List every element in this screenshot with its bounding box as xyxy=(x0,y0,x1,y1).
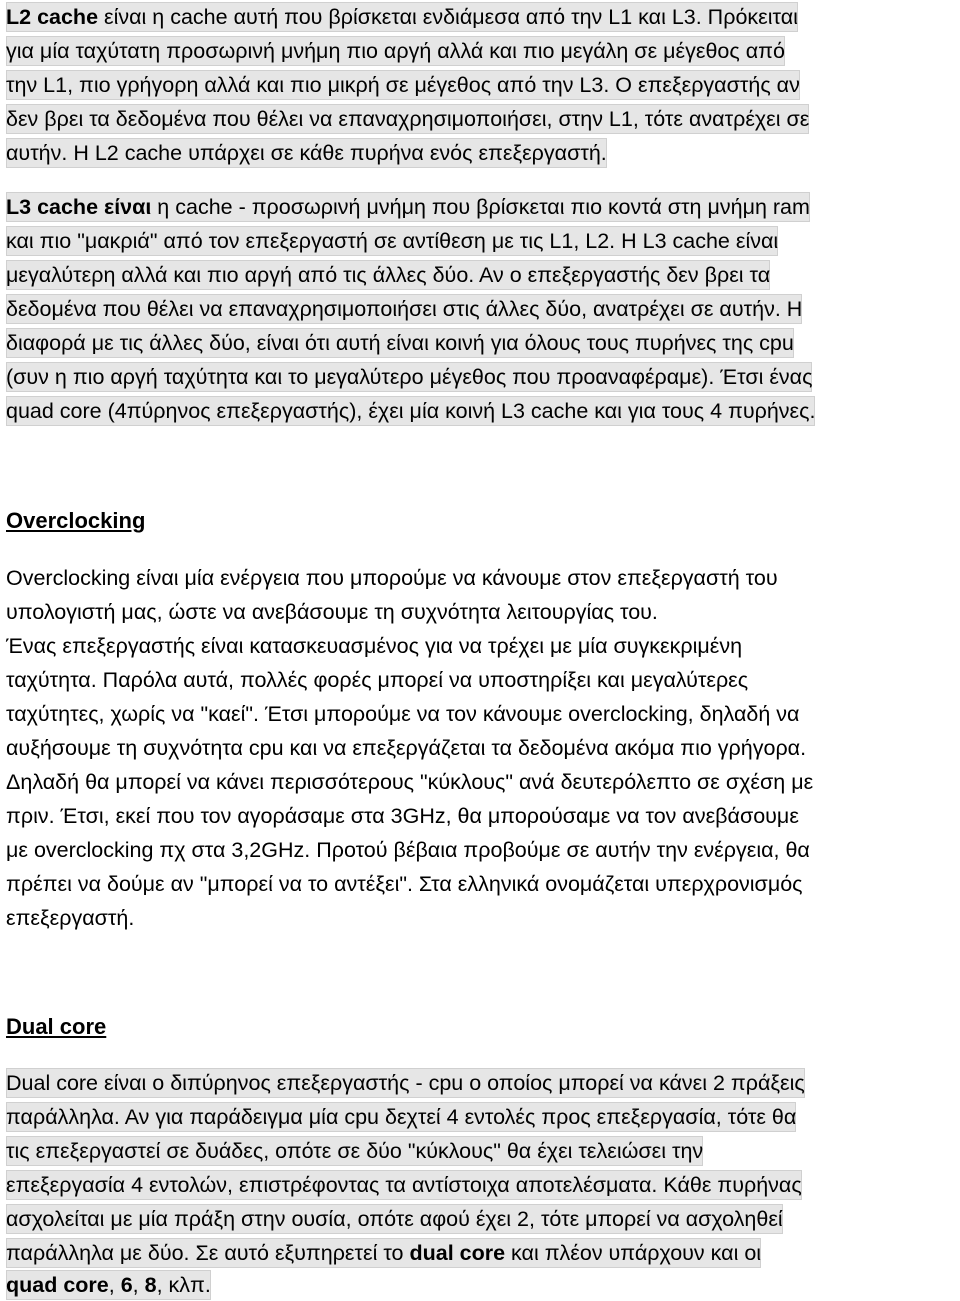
text-line: ταχύτητα. Παρόλα αυτά, πολλές φορές μπορεί να υποστηρίξει και μεγαλύτερες xyxy=(6,668,749,692)
separator: , xyxy=(132,1273,145,1297)
text-line: Dual core είναι ο διπύρηνος επεξεργαστής - cpu ο οποίος μπορεί να κάνει 2 πράξεις xyxy=(6,1068,805,1098)
text-line: επεξεργαστή. xyxy=(6,906,135,930)
term-quad-core: quad core xyxy=(6,1273,109,1297)
term-6: 6 xyxy=(120,1273,133,1297)
line-text: , κλπ. xyxy=(156,1273,211,1297)
text-line: και πιο "μακριά" από τον επεξεργαστή σε αντίθεση με τις L1, L2. Η L3 cache είναι xyxy=(6,226,778,256)
text-line: Overclocking είναι μία ενέργεια που μπορούμε να κάνουμε στον επεξεργαστή του xyxy=(6,566,778,590)
line-text: η cache - προσωρινή μνήμη που βρίσκεται πιο κοντά στη μνήμη ram xyxy=(151,195,810,219)
text-line: για μία ταχύτατη προσωρινή μνήμη πιο αργή αλλά και πιο μεγάλη σε μέγεθος από xyxy=(6,36,785,66)
section-heading-dual-core: Dual core xyxy=(6,1014,107,1039)
text-line: Ένας επεξεργαστής είναι κατασκευασμένος για να τρέχει με μία συγκεκριμένη xyxy=(6,634,743,658)
text-line: αυτήν. Η L2 cache υπάρχει σε κάθε πυρήνα ενός επεξεργαστή. xyxy=(6,138,607,168)
text-line: την L1, πιο γρήγορη αλλά και πιο μικρή σε μέγεθος από την L3. Ο επεξεργαστής αν xyxy=(6,70,800,100)
text-line xyxy=(6,192,810,222)
text-line: μεγαλύτερη αλλά και πιο αργή από τις άλλες δύο. Αν ο επεξεργαστής δεν βρει τα xyxy=(6,260,770,290)
section-heading-overclocking: Overclocking xyxy=(6,508,146,533)
text-line: πρέπει να δούμε αν "μπορεί να το αντέξει". Στα ελληνικά ονομάζεται υπερχρονισμός xyxy=(6,872,803,896)
text-line: με overclocking πχ στα 3,2GHz. Προτού βέβαια προβούμε σε αυτήν την ενέργεια, θα xyxy=(6,838,810,862)
text-line xyxy=(6,1270,211,1300)
text-line: επεξεργασία 4 εντολών, επιστρέφοντας τα αντίστοιχα αποτελέσματα. Κάθε πυρήνας xyxy=(6,1170,802,1200)
text-line: υπολογιστή μας, ώστε να ανεβάσουμε τη συχνότητα λειτουργίας του. xyxy=(6,600,658,624)
line-text: είναι η cache αυτή που βρίσκεται ενδιάμεσα από την L1 και L3. Πρόκειται xyxy=(98,5,798,29)
text-line: δεν βρει τα δεδομένα που θέλει να επαναχρησιμοποιήσει, στην L1, τότε ανατρέχει σε xyxy=(6,104,809,134)
text-line: παράλληλα. Αν για παράδειγμα μία cpu δεχτεί 4 εντολές προς επεξεργασία, τότε θα xyxy=(6,1102,796,1132)
text-line: δεδομένα που θέλει να επαναχρησιμοποιήσει στις άλλες δύο, ανατρέχει σε αυτήν. Η xyxy=(6,294,802,324)
term-8: 8 xyxy=(144,1273,157,1297)
separator: , xyxy=(108,1273,121,1297)
term-dual-core: dual core xyxy=(409,1241,506,1265)
text-line: Δηλαδή θα μπορεί να κάνει περισσότερους "κύκλους" ανά δευτερόλεπτο σε σχέση με xyxy=(6,770,814,794)
text-line: αυξήσουμε τη συχνότητα cpu και να επεξεργάζεται τα δεδομένα ακόμα πιο γρήγορα. xyxy=(6,736,807,760)
term-l3-cache: L3 cache είναι xyxy=(6,195,152,219)
text-line: πριν. Έτσι, εκεί που τον αγοράσαμε στα 3GHz, θα μπορούσαμε να τον ανεβάσουμε xyxy=(6,804,799,828)
text-line: quad core (4πύρηνος επεξεργαστής), έχει μία κοινή L3 cache και για τους 4 πυρήνες. xyxy=(6,396,815,426)
text-line: (συν η πιο αργή ταχύτητα και το μεγαλύτερο μέγεθος που προαναφέραμε). Έτσι ένας xyxy=(6,362,812,392)
text-line xyxy=(6,2,798,32)
text-line: διαφορά με τις άλλες δύο, είναι ότι αυτή είναι κοινή για όλους τους πυρήνες της cpu xyxy=(6,328,794,358)
text-line: ταχύτητες, χωρίς να "καεί". Έτσι μπορούμε να τον κάνουμε overclocking, δηλαδή να xyxy=(6,702,800,726)
line-text: και πλέον υπάρχουν και οι xyxy=(505,1241,762,1265)
term-l2-cache: L2 cache xyxy=(6,5,99,29)
text-line xyxy=(6,1238,761,1268)
text-line: ασχολείται με μία πράξη στην ουσία, οπότε αφού έχει 2, τότε μπορεί να ασχοληθεί xyxy=(6,1204,783,1234)
line-text: παράλληλα με δύο. Σε αυτό εξυπηρετεί το xyxy=(6,1241,410,1265)
text-line: τις επεξεργαστεί σε δυάδες, οπότε σε δύο "κύκλους" θα έχει τελειώσει την xyxy=(6,1136,703,1166)
